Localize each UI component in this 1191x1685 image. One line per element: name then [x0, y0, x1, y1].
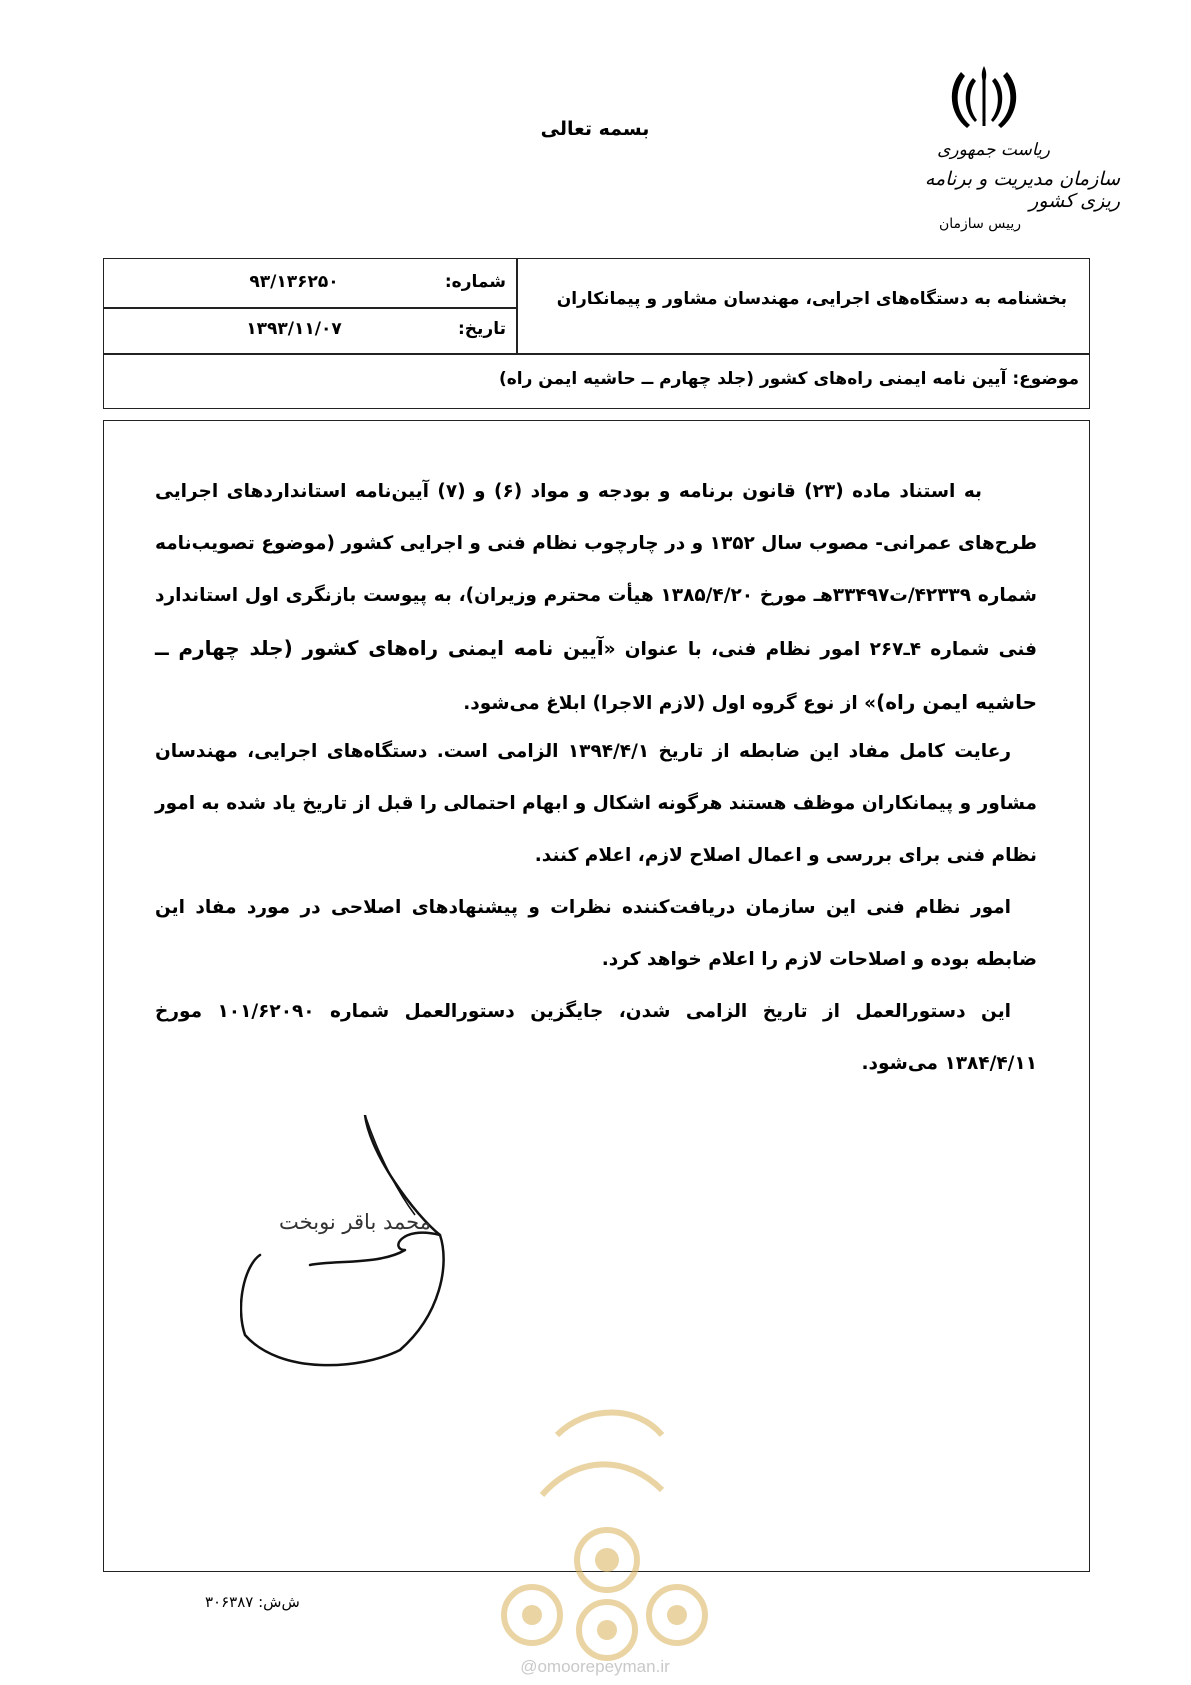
number-value: ۹۳/۱۳۶۲۵۰ — [249, 272, 339, 292]
p1-text-end: » از نوع گروه اول (لازم الاجرا) ابلاغ می‌شود. — [463, 693, 877, 714]
body-paragraph-3: امور نظام فنی این سازمان دریافت‌کننده نظرات و پیشنهادهای اصلاحی در مورد مفاد این ضابطه بوده و اصلاحات لازم را اعلام خواهد کرد. — [155, 897, 1037, 970]
bismillah-heading: بسمه تعالی — [540, 118, 650, 140]
body-paragraph-4: این دستورالعمل از تاریخ الزامی شدن، جایگزین دستورالعمل شماره ۱۰۱/۶۲۰۹۰ مورخ ۱۳۸۴/۴/۱۱ می‌شود. — [155, 1001, 1037, 1074]
body-paragraph-1 — [155, 466, 1037, 730]
recipients-text: بخشنامه به دستگاه‌های اجرایی، مهندسان مشاور و پیمانکاران — [556, 289, 1067, 309]
date-label: تاریخ: — [458, 319, 506, 339]
p1-regulation-title: آیین نامه ایمنی راه‌های کشور (جلد چهارم ــ حاشیه ایمن راه) — [155, 636, 1037, 714]
org-title: ریاست جمهوری — [937, 140, 1050, 160]
website-watermark: @omoorepeyman.ir — [520, 1657, 670, 1676]
office-title: رییس سازمان — [939, 216, 1021, 232]
body-paragraph-2: رعایت کامل مفاد این ضابطه از تاریخ ۱۳۹۴/۴/۱ الزامی است. دستگاه‌های اجرایی، مهندسان مشاور و پیمانکاران موظف هستند هرگونه اشکال و ابهام احتمالی را قبل از تاریخ یاد شده به امور نظام فنی برای بررسی و اعمال اصلاح لازم، اعلام کنند. — [155, 741, 1037, 866]
number-label: شماره: — [444, 272, 506, 292]
table-divider-vertical — [516, 259, 518, 353]
reference-code: ش‌ش: ۳۰۶۳۸۷ — [205, 1593, 300, 1611]
iran-emblem-icon — [945, 62, 1023, 134]
signatory-name: محمد باقر نوبخت — [279, 1210, 431, 1234]
table-divider-subject — [104, 353, 1089, 355]
publisher-seal-watermark — [487, 1395, 717, 1665]
letter-header-table — [103, 258, 1090, 409]
handwritten-signature — [240, 1115, 490, 1370]
subject-line: موضوع: آیین نامه ایمنی راه‌های کشور (جلد چهارم ــ حاشیه ایمن راه) — [498, 369, 1079, 389]
org-name: سازمان مدیریت و برنامه ریزی کشور — [924, 168, 1120, 212]
date-value: ۱۳۹۳/۱۱/۰۷ — [246, 319, 342, 339]
p1-text-start: به استناد ماده (۲۳) قانون برنامه و بودجه و مواد (۶) و (۷) آیین‌نامه استانداردهای اجرایی طرح‌های عمرانی- مصوب سال ۱۳۵۲ و در چارچوب نظام فنی و اجرایی کشور (موضوع تصویب‌نامه شماره ۴۲۳۳۹/ت۳۳۴۹۷هـ مورخ ۱۳۸۵/۴/۲۰ هیأت محترم وزیران)، به پیوست بازنگری اول استاندارد فنی شماره ۴ـ۲۶۷ امور نظام فنی، با عنوان « — [155, 481, 1037, 660]
table-divider-number-date — [104, 307, 516, 309]
